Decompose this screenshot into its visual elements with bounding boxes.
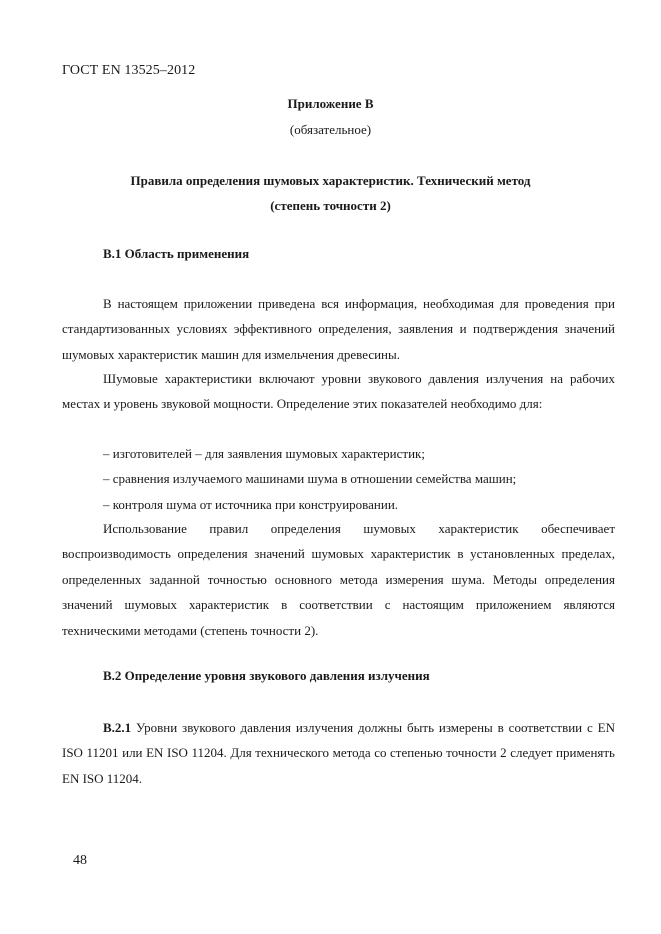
rules-title-line-2: (степень точности 2)	[270, 198, 391, 213]
section-b1-paragraph-1	[62, 291, 615, 367]
rules-title-line-1: Правила определения шумовых характеристик. Технический метод	[130, 173, 531, 188]
standard-designation: ГОСТ EN 13525–2012	[62, 63, 196, 78]
list-item: – контроля шума от источника при конструировании.	[103, 496, 399, 512]
purpose-list	[62, 441, 615, 517]
section-b1-paragraph-2	[62, 366, 615, 417]
clause-paragraph	[62, 715, 615, 791]
page-number: 48	[73, 853, 87, 868]
paragraph-text: Шумовые характеристики включают уровни звукового давления излучения на рабочих местах и уровень звуковой мощности. Определение этих показателей необходимо для:	[62, 371, 615, 412]
paragraph-text: Использование правил определения шумовых характеристик обеспечивает воспроизводимость определения значений шумовых характеристик в установленных пределах, определенных заданной точностью основного метода измерения шума. Методы определения значений шумовых характеристик в соответствии с настоящим приложением являются техническими методами (степень точности 2).	[62, 521, 615, 638]
list-item: – сравнения излучаемого машинами шума в отношении семейства машин;	[103, 471, 517, 487]
section-b2-heading: В.2 Определение уровня звукового давления излучения	[103, 668, 430, 683]
section-b1-paragraph-3	[62, 516, 615, 643]
paragraph-text: В настоящем приложении приведена вся информация, необходимая для проведения при стандартизованных условиях эффективного определения, заявления и подтверждения значений шумовых характеристик машин для измельчения древесины.	[62, 296, 615, 362]
list-item: – изготовителей – для заявления шумовых характеристик;	[103, 446, 425, 461]
clause-b2-1	[62, 715, 615, 791]
appendix-title: Приложение В	[287, 96, 374, 111]
clause-number: В.2.1	[103, 720, 132, 735]
appendix-status: (обязательное)	[289, 122, 372, 137]
section-b1-heading: В.1 Область применения	[103, 246, 250, 261]
clause-text: Уровни звукового давления излучения должны быть измерены в соответствии с EN ISO 11201 или EN ISO 11204. Для технического метода со степенью точности 2 следует применять EN ISO 11204.	[62, 720, 615, 786]
